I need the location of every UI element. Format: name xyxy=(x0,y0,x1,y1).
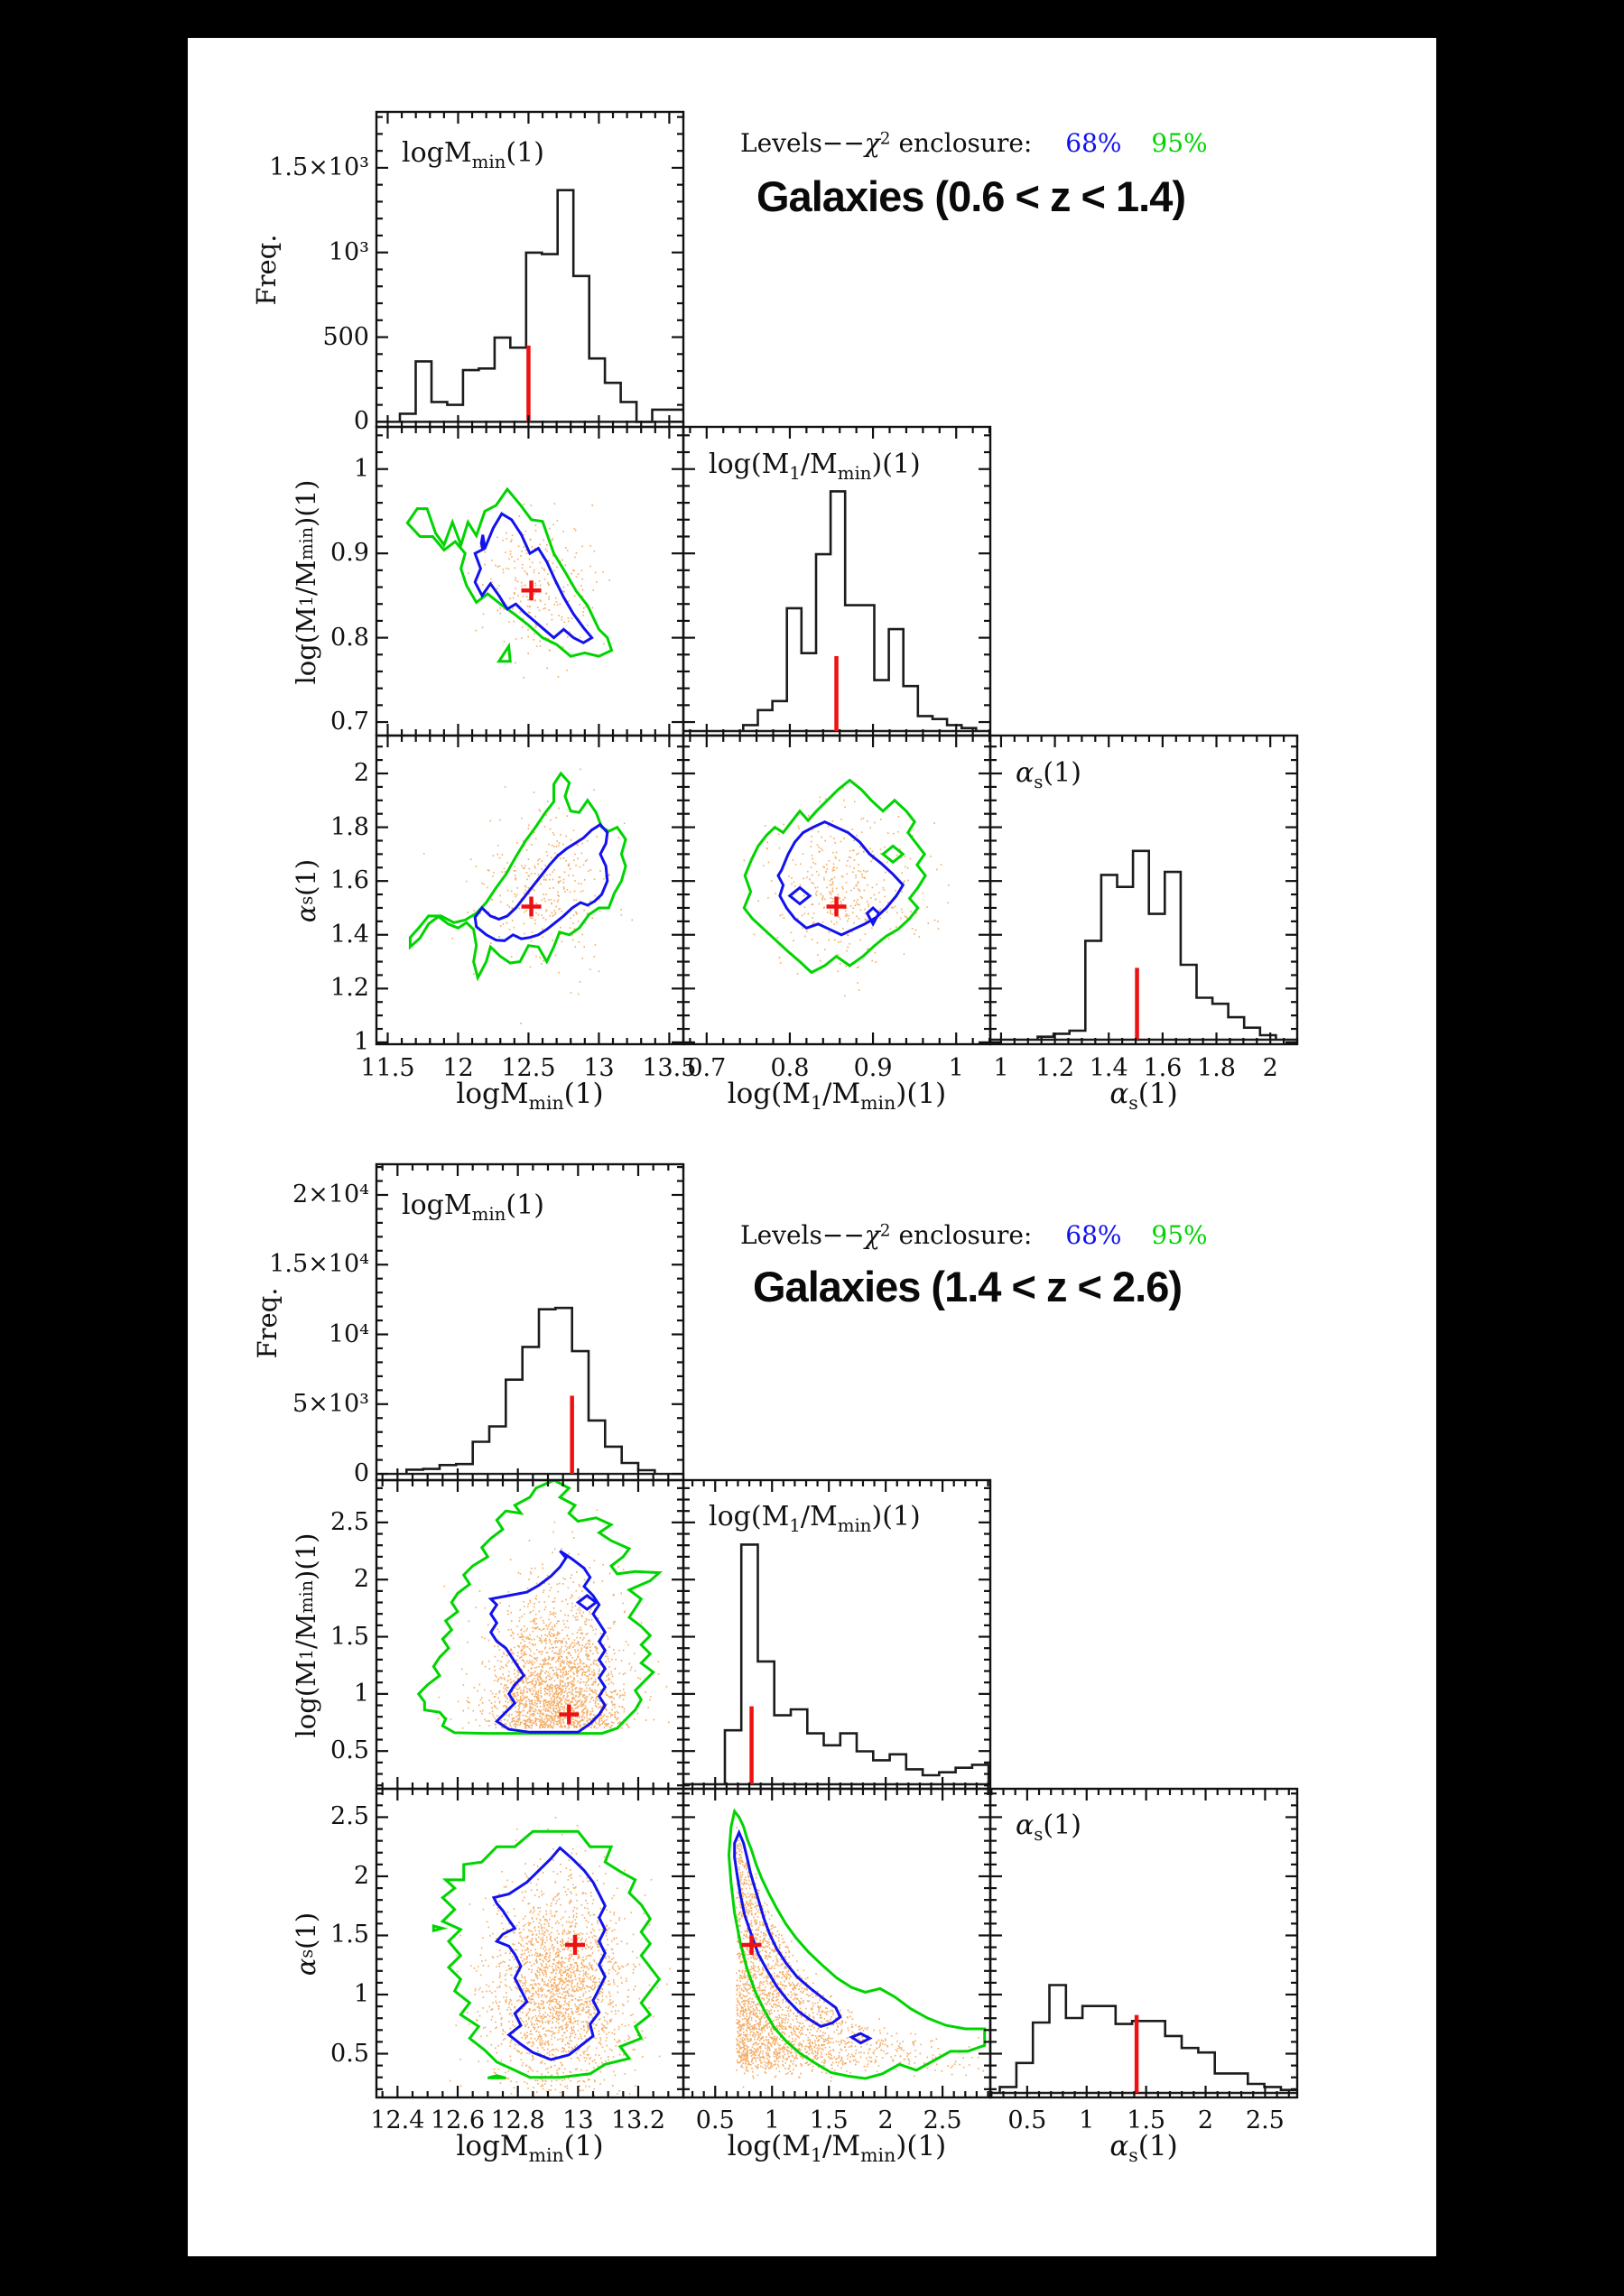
figure2-xaxis-logmmin-label: logM$_{min}$(1) xyxy=(456,2130,604,2167)
tick-label: 13.2 xyxy=(610,2106,666,2134)
tick-label: 1.5×10⁴ xyxy=(269,1250,369,1279)
tick-label: 1.6 xyxy=(330,866,369,895)
tick-label: 2.5 xyxy=(330,1507,369,1536)
tick-label: 1.2 xyxy=(1035,1054,1075,1082)
legend-text: $Levels--\chi^2$ enclosure: xyxy=(740,1220,1033,1250)
tick-label: 12.5 xyxy=(501,1054,556,1082)
legend-level-95: 95% xyxy=(1151,1220,1208,1250)
figure1-xaxis-m1ratio-label: $\log(M_1/M_{min})(1)$ xyxy=(727,1078,947,1115)
tick-label: 1.5 xyxy=(330,1921,369,1949)
tick-label: 2 xyxy=(1197,2106,1214,2134)
figure2-title: Galaxies (1.4 < z < 2.6) xyxy=(753,1263,1183,1310)
tick-label: 12 xyxy=(442,1054,474,1082)
tick-label: 1.5 xyxy=(1127,2106,1166,2134)
figure2-panel-label-logmmin: logM$_{min}$(1) xyxy=(402,1190,544,1225)
figure-sheet xyxy=(188,38,1436,2256)
legend-1 xyxy=(740,128,1208,158)
tick-label: 10⁴ xyxy=(328,1319,369,1348)
tick-label: 13 xyxy=(562,2106,594,2134)
figure1-panel-label-alpha: $\alpha_s(1)$ xyxy=(1016,757,1081,792)
legend-text: $Levels--\chi^2$ enclosure: xyxy=(740,128,1033,158)
tick-label: 10³ xyxy=(328,237,369,266)
tick-label: 1.4 xyxy=(1089,1054,1128,1082)
tick-label: 2 xyxy=(353,1565,369,1594)
tick-label: 1 xyxy=(1079,2106,1095,2134)
tick-label: 0.8 xyxy=(770,1054,810,1082)
tick-label: 1 xyxy=(353,1027,369,1056)
tick-label: 1.5 xyxy=(809,2106,849,2134)
legend-2 xyxy=(740,1220,1208,1250)
tick-label: 11.5 xyxy=(360,1054,415,1082)
tick-label: 0.7 xyxy=(687,1054,727,1082)
figure1-yaxis-alpha-label: α s (1) xyxy=(291,858,321,923)
plots-canvas xyxy=(188,38,1436,2256)
legend-level-95: 95% xyxy=(1151,128,1208,158)
tick-label: 12.8 xyxy=(490,2106,545,2134)
tick-label: 1.8 xyxy=(1197,1054,1236,1082)
tick-label: 2.5 xyxy=(1245,2106,1285,2134)
tick-label: 1.8 xyxy=(330,812,369,841)
tick-label: 12.6 xyxy=(430,2106,486,2134)
tick-label: 2×10⁴ xyxy=(292,1180,369,1208)
legend-level-68: 68% xyxy=(1065,128,1122,158)
figure1-panel-label-logmmin: logM$_{min}$(1) xyxy=(402,137,544,172)
figure2-panel-label-m1ratio: $\log(M_1/M_{min})(1)$ xyxy=(709,1501,921,1536)
tick-label: 0.9 xyxy=(853,1054,893,1082)
figure1-panel-label-m1ratio: $\log(M_1/M_{min})(1)$ xyxy=(709,449,921,484)
tick-label: 2.5 xyxy=(330,1802,369,1831)
figure2-freq-axis-label: Freq. xyxy=(252,1287,283,1359)
figure1-xaxis-alpha-label: $\alpha_s(1)$ xyxy=(1109,1078,1178,1115)
tick-label: 13 xyxy=(583,1054,615,1082)
figure2-panel-label-alpha: $\alpha_s(1)$ xyxy=(1016,1810,1081,1845)
tick-label: 2 xyxy=(353,1861,369,1890)
legend-level-68: 68% xyxy=(1065,1220,1122,1250)
figure1-xaxis-logmmin-label: logM$_{min}$(1) xyxy=(456,1078,604,1115)
tick-label: 0.5 xyxy=(330,1736,369,1765)
tick-label: 2 xyxy=(353,759,369,787)
tick-label: 5×10³ xyxy=(292,1389,369,1418)
tick-label: 1 xyxy=(993,1054,1009,1082)
tick-label: 1 xyxy=(764,2106,780,2134)
figure1-yaxis-m1ratio-label: log(M 1 /M min )(1) xyxy=(291,479,321,685)
tick-label: 1 xyxy=(353,1980,369,2008)
figure2-yaxis-m1ratio-label: log(M 1 /M min )(1) xyxy=(291,1532,321,1738)
tick-label: 0 xyxy=(353,1459,369,1488)
tick-label: 1.5 xyxy=(330,1622,369,1651)
tick-label: 1.5×10³ xyxy=(269,153,369,181)
figure1-title: Galaxies (0.6 < z < 1.4) xyxy=(756,172,1186,220)
tick-label: 1.6 xyxy=(1143,1054,1183,1082)
tick-label: 2 xyxy=(1262,1054,1278,1082)
tick-label: 2 xyxy=(877,2106,894,2134)
tick-label: 1.4 xyxy=(330,920,369,949)
tick-label: 1 xyxy=(948,1054,964,1082)
tick-label: 1.2 xyxy=(330,974,369,1003)
tick-label: 12.4 xyxy=(370,2106,425,2134)
tick-label: 0.9 xyxy=(330,539,369,568)
figure2-xaxis-m1ratio-label: $\log(M_1/M_{min})(1)$ xyxy=(727,2130,947,2167)
figure1-freq-axis-label: Freq. xyxy=(251,234,282,306)
tick-label: 0.7 xyxy=(330,708,369,736)
tick-label: 1 xyxy=(353,454,369,483)
tick-label: 13.5 xyxy=(642,1054,697,1082)
figure2-xaxis-alpha-label: $\alpha_s(1)$ xyxy=(1109,2130,1178,2167)
tick-label: 0.5 xyxy=(1007,2106,1047,2134)
tick-label: 500 xyxy=(322,322,369,351)
figure2-yaxis-alpha-label: α s (1) xyxy=(291,1912,321,1977)
tick-label: 1 xyxy=(353,1679,369,1708)
tick-label: 0.8 xyxy=(330,623,369,652)
tick-label: 2.5 xyxy=(923,2106,962,2134)
tick-label: 0.5 xyxy=(330,2039,369,2068)
tick-label: 0.5 xyxy=(695,2106,735,2134)
tick-label: 0 xyxy=(353,407,369,436)
